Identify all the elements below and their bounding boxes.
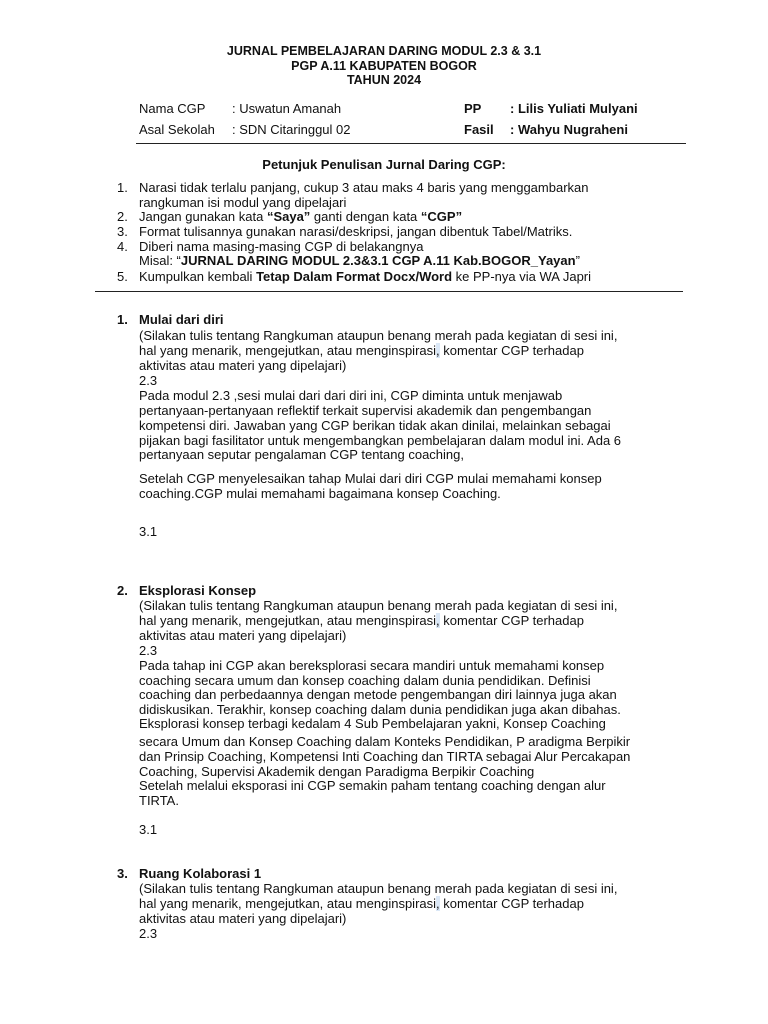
section-2-sub-3-1: 3.1 (139, 822, 158, 837)
instr-2b: mengejutkan, atau menginspirasi (245, 896, 437, 911)
petunjuk-item-4-line1: Diberi nama masing-masing CGP di belakangnya (139, 238, 424, 254)
instr-2e: omentar CGP terhadap (449, 343, 584, 358)
section-2-body-line10: TIRTA. (139, 793, 179, 808)
petunjuk-item-5 (139, 270, 591, 285)
petunjuk-item-1-line1: Narasi tidak terlalu panjang, cukup 3 atau maks 4 baris yang menggambarkan (139, 180, 589, 195)
petunjuk-item-3: Format tulisannya gunakan narasi/deskripsi, jangan dibentuk Tabel/Matriks. (139, 224, 573, 239)
section-2-instruction-line3: aktivitas atau materi yang dipelajari) (139, 628, 347, 643)
section-1-body-line1: Pada modul 2.3 ,sesi mulai dari dari diri ini, CGP diminta untuk menjawab (139, 388, 563, 403)
section-3-sub-2-3: 2.3 (139, 926, 158, 941)
item-4-example-b: JURNAL DARING MODUL 2.3&3.1 CGP A.11 Kab.BOGOR_Yayan (180, 253, 576, 268)
doc-title-line1: JURNAL PEMBELAJARAN DARING MODUL 2.3 & 3.1 (226, 44, 542, 58)
section-1-title: Mulai dari diri (139, 312, 224, 327)
nama-value: : Uswatun Amanah (232, 101, 342, 116)
section-1-body2-line2: coaching.CGP mulai memahami bagaimana konsep Coaching. (139, 486, 501, 501)
section-1-body-line3: kompetensi diri. Jawaban yang CGP berikan tidak akan dinilai, melainkan sebagai (139, 418, 611, 433)
section-2-body-line9: Setelah melalui eksporasi ini CGP semakin paham tentang coaching dengan alur (139, 778, 606, 793)
instr-2c: , (436, 343, 440, 358)
instr-2b: mengejutkan, atau menginspirasi (245, 343, 437, 358)
instr-2c: , (436, 896, 440, 911)
section-1-body-line5: pertanyaan seputar pengalaman CGP tentang coaching, (139, 447, 464, 462)
section-1-num: 1. (117, 312, 128, 327)
section-2-body-line1: Pada tahap ini CGP akan bereksplorasi secara mandiri untuk memahami konsep (139, 658, 605, 673)
pp-label: PP (464, 101, 482, 116)
section-1-body2-line1: Setelah CGP menyelesaikan tahap Mulai dari diri CGP mulai memahami konsep (139, 471, 602, 486)
section-2-title: Eksplorasi Konsep (139, 583, 257, 598)
section-2-instruction-line1 (139, 599, 617, 614)
instr-2b: mengejutkan, atau menginspirasi (245, 613, 437, 628)
section-3-instruction-line1 (139, 882, 617, 897)
petunjuk-num-5: 5. (117, 269, 128, 284)
section-2-body-line7: dan Prinsip Coaching, Kompetensi Inti Coaching dan TIRTA sebagai Alur Percakapan (139, 749, 631, 764)
section-2-body-line2: coaching secara umum dan konsep coaching dalam dunia pendidikan. Definisi (139, 672, 591, 688)
item-5-text-b: Tetap Dalam Format Docx/Word (256, 269, 453, 284)
petunjuk-item-1-line2: rangkuman isi modul yang dipelajari (139, 194, 347, 210)
petunjuk-item-2 (139, 210, 462, 225)
instr-2e: omentar CGP terhadap (449, 613, 584, 628)
item-2-text-d: “CGP” (420, 209, 463, 224)
nama-label: Nama CGP (139, 101, 206, 116)
instr-2e: omentar CGP terhadap (449, 896, 584, 911)
pp-value: : Lilis Yuliati Mulyani (510, 101, 638, 116)
instr-2d: k (439, 896, 450, 911)
section-2-num: 2. (117, 583, 128, 598)
divider-bottom (95, 291, 683, 292)
section-1-instruction-line1 (139, 329, 617, 344)
instr-2d: k (439, 343, 450, 358)
fasil-label: Fasil (464, 122, 494, 137)
doc-title-line3: TAHUN 2024 (346, 73, 422, 87)
instr-2d: k (439, 613, 450, 628)
petunjuk-title: Petunjuk Penulisan Jurnal Daring CGP: (262, 157, 506, 172)
instr-1a: (Silakan tulis tentang (139, 328, 264, 343)
petunjuk-num-2: 2. (117, 209, 128, 224)
sekolah-label: Asal Sekolah (139, 122, 215, 137)
item-5-text-c: ke PP-nya via WA Japri (452, 269, 592, 284)
section-2-instruction-line2 (139, 614, 584, 629)
petunjuk-item-4-example (139, 254, 580, 269)
section-1-sub-2-3: 2.3 (139, 373, 158, 388)
item-2-text-a: Jangan gunakan kata (139, 209, 267, 224)
instr-1a: (Silakan tulis tentang (139, 881, 264, 896)
section-1-instruction-line2 (139, 344, 584, 359)
divider-top (136, 143, 686, 144)
petunjuk-num-4: 4. (117, 238, 128, 254)
instr-1a: (Silakan tulis tentang (139, 598, 264, 613)
fasil-value: : Wahyu Nugraheni (510, 122, 628, 137)
item-5-text-a: Kumpulkan kembali (139, 269, 257, 284)
item-2-text-b: “Saya” (266, 209, 311, 224)
section-2-body-line3: coaching dan perbedaannya dengan metode pengembangan diri lainnya juga akan (139, 687, 617, 702)
petunjuk-num-1: 1. (117, 180, 128, 195)
instr-2a: hal yang menarik, (139, 613, 246, 628)
doc-title-line2: PGP A.11 KABUPATEN BOGOR (291, 59, 477, 73)
section-2-body-line5: Eksplorasi konsep terbagi kedalam 4 Sub Pembelajaran yakni, Konsep Coaching (139, 716, 606, 731)
section-1-instruction-line3: aktivitas atau materi yang dipelajari) (139, 358, 347, 373)
section-2-body-line4: didiskusikan. Terakhir, konsep coaching dalam dunia pendidikan juga akan dibahas. (139, 701, 621, 717)
instr-1b: Rangkuman ataupun benang merah pada kegiatan di sesi ini, (263, 881, 618, 896)
item-4-example-a: Misal: “ (139, 253, 181, 268)
section-2-sub-2-3: 2.3 (139, 643, 158, 658)
section-2-body-line6: secara Umum dan Konsep Coaching dalam Konteks Pendidikan, P aradigma Berpikir (139, 734, 631, 749)
sekolah-value: : SDN Citaringgul 02 (232, 122, 351, 137)
section-1-body-line4: pijakan bagi fasilitator untuk mengembangkan pembelajaran dalam modul ini. Ada 6 (139, 433, 622, 448)
instr-2a: hal yang menarik, (139, 343, 246, 358)
instr-2a: hal yang menarik, (139, 896, 246, 911)
instr-1b: Rangkuman ataupun benang merah pada kegiatan di sesi ini, (263, 598, 618, 613)
section-2-body-line8: Coaching, Supervisi Akademik dengan Paradigma Berpikir Coaching (139, 763, 535, 779)
item-2-text-c: ganti dengan kata (310, 209, 421, 224)
section-1-sub-3-1: 3.1 (139, 524, 158, 539)
section-3-instruction-line2 (139, 897, 584, 912)
instr-2c: , (436, 613, 440, 628)
petunjuk-num-3: 3. (117, 224, 128, 239)
section-3-instruction-line3: aktivitas atau materi yang dipelajari) (139, 911, 347, 926)
instr-1b: Rangkuman ataupun benang merah pada kegiatan di sesi ini, (263, 328, 618, 343)
section-3-title: Ruang Kolaborasi 1 (139, 866, 262, 881)
section-3-num: 3. (117, 866, 128, 881)
item-4-example-c: ” (575, 253, 580, 268)
section-1-body-line2: pertanyaan-pertanyaan reflektif terkait supervisi akademik dan pengembangan (139, 403, 592, 418)
